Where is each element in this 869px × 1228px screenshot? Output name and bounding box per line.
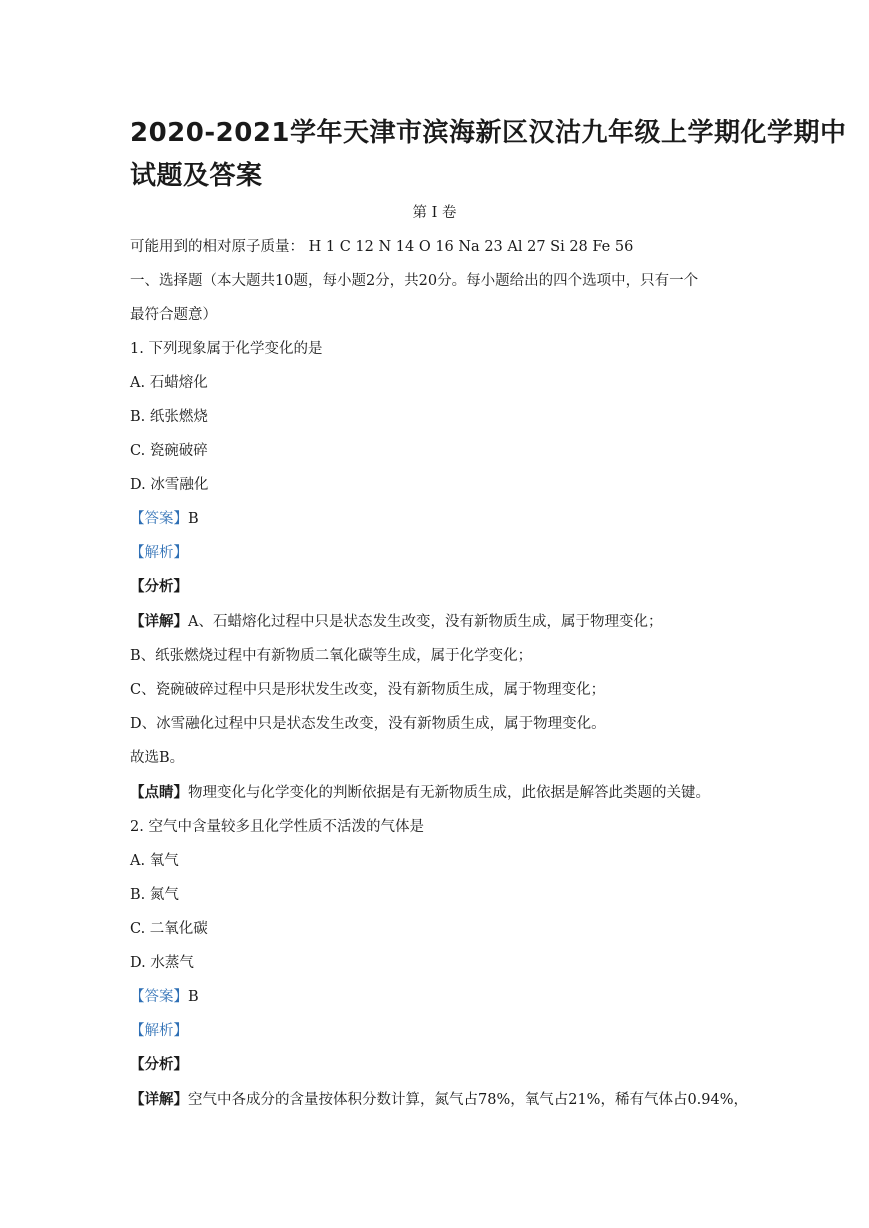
q1-conclusion: 故选B。 [130, 750, 185, 766]
q1-answer [130, 509, 199, 529]
q2-option-d: D. 水蒸气 [130, 955, 194, 971]
q1-option-b: B. 纸张燃烧 [130, 409, 208, 425]
q1-point-text: 物理变化与化学变化的判断依据是有无新物质生成，此依据是解答此类题的关键。 [188, 785, 710, 801]
q2-option-a: A. 氧气 [130, 853, 179, 869]
section-instructions-line1: 一、选择题（本大题共10题，每小题2分，共20分。每小题给出的四个选项中，只有一个 [130, 273, 699, 289]
q2-detail-tag: 【详解】 [130, 1091, 188, 1108]
q2-answer-tag: 【答案】 [130, 989, 188, 1005]
q2-answer-value: B [188, 989, 199, 1005]
q1-option-d: D. 冰雪融化 [130, 477, 209, 493]
atomic-masses: 可能用到的相对原子质量： H 1 C 12 N 14 O 16 Na 23 Al 27 Si 28 Fe 56 [130, 239, 634, 255]
q2-analysis-tag: 【解析】 [130, 1023, 188, 1039]
q2-fenxi-tag: 【分析】 [130, 1056, 188, 1073]
q1-answer-value: B [188, 511, 199, 527]
q1-fenxi-tag: 【分析】 [130, 578, 188, 595]
q1-detail-line1 [130, 612, 662, 632]
q1-option-a: A. 石蜡熔化 [130, 375, 208, 391]
q1-analysis-tag: 【解析】 [130, 545, 188, 561]
section-instructions-line2: 最符合题意） [130, 307, 217, 323]
q2-answer [130, 987, 199, 1007]
volume-heading: 第 I 卷 [412, 205, 457, 221]
q1-point-tag: 【点睛】 [130, 784, 188, 801]
q1-stem: 1. 下列现象属于化学变化的是 [130, 341, 323, 357]
q1-answer-tag: 【答案】 [130, 511, 188, 527]
q1-point [130, 783, 710, 803]
q1-detail-text: A、石蜡熔化过程中只是状态发生改变，没有新物质生成，属于物理变化； [188, 614, 663, 630]
q1-detail-line3: C、瓷碗破碎过程中只是形状发生改变，没有新物质生成，属于物理变化； [130, 682, 606, 698]
q2-option-b: B. 氮气 [130, 887, 179, 903]
q2-detail-line1 [130, 1090, 748, 1110]
q2-option-c: C. 二氧化碳 [130, 921, 208, 937]
document-title-line1: 2020-2021学年天津市滨海新区汉沽九年级上学期化学期中 [130, 118, 847, 148]
q2-stem: 2. 空气中含量较多且化学性质不活泼的气体是 [130, 819, 424, 835]
q1-detail-line2: B、纸张燃烧过程中有新物质二氧化碳等生成，属于化学变化； [130, 648, 533, 664]
q2-detail-text: 空气中各成分的含量按体积分数计算，氮气占78%，氧气占21%，稀有气体占0.94%， [188, 1092, 749, 1108]
q1-detail-tag: 【详解】 [130, 613, 188, 630]
q1-option-c: C. 瓷碗破碎 [130, 443, 208, 459]
q1-detail-line4: D、冰雪融化过程中只是状态发生改变，没有新物质生成，属于物理变化。 [130, 716, 606, 732]
document-title-line2: 试题及答案 [130, 161, 263, 191]
